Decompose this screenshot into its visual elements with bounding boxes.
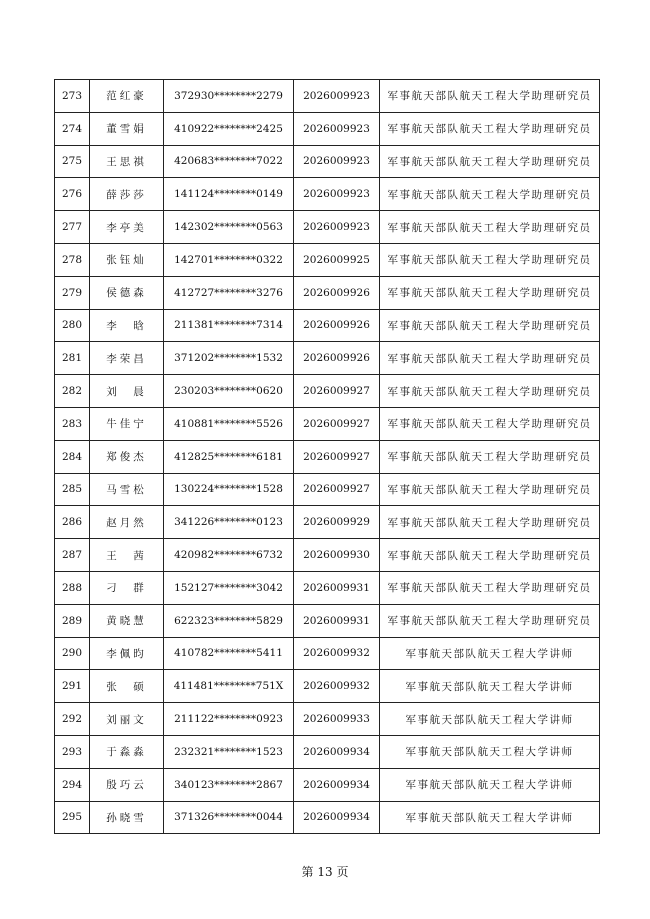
table-row xyxy=(55,473,600,506)
table-row xyxy=(55,440,600,473)
table-row xyxy=(55,211,600,244)
row-number-cell: 292 xyxy=(55,703,90,736)
position-cell: 军事航天部队航天工程大学助理研究员 xyxy=(380,145,600,178)
position-cell: 军事航天部队航天工程大学助理研究员 xyxy=(380,473,600,506)
row-number-cell: 285 xyxy=(55,473,90,506)
row-number-cell: 288 xyxy=(55,571,90,604)
position-cell: 军事航天部队航天工程大学助理研究员 xyxy=(380,539,600,572)
id-number-cell: 341226********0123 xyxy=(164,506,294,539)
table-row xyxy=(55,145,600,178)
id-number-cell: 410881********5526 xyxy=(164,407,294,440)
row-number-cell: 287 xyxy=(55,539,90,572)
position-cell: 军事航天部队航天工程大学讲师 xyxy=(380,637,600,670)
name-cell: 刘 晨 xyxy=(90,375,164,408)
id-number-cell: 420683********7022 xyxy=(164,145,294,178)
position-code-cell: 2026009934 xyxy=(294,735,380,768)
table-row xyxy=(55,243,600,276)
position-code-cell: 2026009923 xyxy=(294,178,380,211)
id-number-cell: 410782********5411 xyxy=(164,637,294,670)
position-code-cell: 2026009933 xyxy=(294,703,380,736)
id-number-cell: 340123********2867 xyxy=(164,768,294,801)
page-number: 第 13 页 xyxy=(301,865,349,879)
position-code-cell: 2026009923 xyxy=(294,112,380,145)
id-number-cell: 622323********5829 xyxy=(164,604,294,637)
name-cell: 李亭美 xyxy=(90,211,164,244)
position-code-cell: 2026009923 xyxy=(294,80,380,113)
table-row xyxy=(55,407,600,440)
position-code-cell: 2026009932 xyxy=(294,670,380,703)
name-cell: 张钰灿 xyxy=(90,243,164,276)
id-number-cell: 211381********7314 xyxy=(164,309,294,342)
position-cell: 军事航天部队航天工程大学助理研究员 xyxy=(380,80,600,113)
position-cell: 军事航天部队航天工程大学助理研究员 xyxy=(380,342,600,375)
position-code-cell: 2026009927 xyxy=(294,473,380,506)
row-number-cell: 281 xyxy=(55,342,90,375)
position-code-cell: 2026009923 xyxy=(294,211,380,244)
id-number-cell: 372930********2279 xyxy=(164,80,294,113)
table-row xyxy=(55,276,600,309)
name-cell: 赵月然 xyxy=(90,506,164,539)
position-cell: 军事航天部队航天工程大学助理研究员 xyxy=(380,178,600,211)
position-code-cell: 2026009926 xyxy=(294,276,380,309)
roster-body xyxy=(55,80,600,834)
name-cell: 侯德森 xyxy=(90,276,164,309)
table-row xyxy=(55,637,600,670)
row-number-cell: 277 xyxy=(55,211,90,244)
position-code-cell: 2026009923 xyxy=(294,145,380,178)
position-cell: 军事航天部队航天工程大学助理研究员 xyxy=(380,375,600,408)
row-number-cell: 280 xyxy=(55,309,90,342)
name-cell: 刁 群 xyxy=(90,571,164,604)
row-number-cell: 282 xyxy=(55,375,90,408)
position-cell: 军事航天部队航天工程大学助理研究员 xyxy=(380,506,600,539)
position-code-cell: 2026009925 xyxy=(294,243,380,276)
position-code-cell: 2026009927 xyxy=(294,440,380,473)
position-code-cell: 2026009927 xyxy=(294,407,380,440)
position-cell: 军事航天部队航天工程大学助理研究员 xyxy=(380,276,600,309)
table-row xyxy=(55,178,600,211)
position-cell: 军事航天部队航天工程大学讲师 xyxy=(380,768,600,801)
table-row xyxy=(55,571,600,604)
id-number-cell: 232321********1523 xyxy=(164,735,294,768)
id-number-cell: 371202********1532 xyxy=(164,342,294,375)
row-number-cell: 276 xyxy=(55,178,90,211)
id-number-cell: 411481********751X xyxy=(164,670,294,703)
name-cell: 殷巧云 xyxy=(90,768,164,801)
name-cell: 郑俊杰 xyxy=(90,440,164,473)
row-number-cell: 289 xyxy=(55,604,90,637)
position-cell: 军事航天部队航天工程大学讲师 xyxy=(380,801,600,834)
position-code-cell: 2026009927 xyxy=(294,375,380,408)
name-cell: 牛佳宁 xyxy=(90,407,164,440)
position-cell: 军事航天部队航天工程大学助理研究员 xyxy=(380,211,600,244)
id-number-cell: 420982********6732 xyxy=(164,539,294,572)
name-cell: 孙晓雪 xyxy=(90,801,164,834)
id-number-cell: 412727********3276 xyxy=(164,276,294,309)
position-code-cell: 2026009930 xyxy=(294,539,380,572)
position-code-cell: 2026009931 xyxy=(294,571,380,604)
name-cell: 王 茜 xyxy=(90,539,164,572)
position-cell: 军事航天部队航天工程大学讲师 xyxy=(380,670,600,703)
position-cell: 军事航天部队航天工程大学助理研究员 xyxy=(380,309,600,342)
id-number-cell: 142701********0322 xyxy=(164,243,294,276)
row-number-cell: 278 xyxy=(55,243,90,276)
table-row xyxy=(55,604,600,637)
table-row xyxy=(55,735,600,768)
position-cell: 军事航天部队航天工程大学助理研究员 xyxy=(380,571,600,604)
table-row xyxy=(55,703,600,736)
position-cell: 军事航天部队航天工程大学助理研究员 xyxy=(380,112,600,145)
id-number-cell: 211122********0923 xyxy=(164,703,294,736)
id-number-cell: 152127********3042 xyxy=(164,571,294,604)
name-cell: 薛莎莎 xyxy=(90,178,164,211)
name-cell: 李荣昌 xyxy=(90,342,164,375)
id-number-cell: 141124********0149 xyxy=(164,178,294,211)
position-code-cell: 2026009934 xyxy=(294,801,380,834)
row-number-cell: 286 xyxy=(55,506,90,539)
position-code-cell: 2026009931 xyxy=(294,604,380,637)
position-code-cell: 2026009929 xyxy=(294,506,380,539)
position-code-cell: 2026009926 xyxy=(294,309,380,342)
position-cell: 军事航天部队航天工程大学讲师 xyxy=(380,703,600,736)
name-cell: 黄晓慧 xyxy=(90,604,164,637)
table-row xyxy=(55,112,600,145)
row-number-cell: 295 xyxy=(55,801,90,834)
row-number-cell: 275 xyxy=(55,145,90,178)
row-number-cell: 274 xyxy=(55,112,90,145)
name-cell: 范红豪 xyxy=(90,80,164,113)
name-cell: 董雪娟 xyxy=(90,112,164,145)
table-row xyxy=(55,342,600,375)
position-cell: 军事航天部队航天工程大学助理研究员 xyxy=(380,243,600,276)
row-number-cell: 290 xyxy=(55,637,90,670)
roster-table xyxy=(54,79,600,834)
table-row xyxy=(55,801,600,834)
name-cell: 于淼淼 xyxy=(90,735,164,768)
id-number-cell: 412825********6181 xyxy=(164,440,294,473)
table-row xyxy=(55,375,600,408)
table-row xyxy=(55,670,600,703)
row-number-cell: 284 xyxy=(55,440,90,473)
position-cell: 军事航天部队航天工程大学助理研究员 xyxy=(380,440,600,473)
row-number-cell: 293 xyxy=(55,735,90,768)
id-number-cell: 142302********0563 xyxy=(164,211,294,244)
id-number-cell: 130224********1528 xyxy=(164,473,294,506)
name-cell: 张 硕 xyxy=(90,670,164,703)
row-number-cell: 291 xyxy=(55,670,90,703)
name-cell: 马雪松 xyxy=(90,473,164,506)
row-number-cell: 279 xyxy=(55,276,90,309)
name-cell: 王思祺 xyxy=(90,145,164,178)
table-row xyxy=(55,309,600,342)
name-cell: 李佩昀 xyxy=(90,637,164,670)
name-cell: 刘丽文 xyxy=(90,703,164,736)
table-row xyxy=(55,768,600,801)
row-number-cell: 283 xyxy=(55,407,90,440)
position-code-cell: 2026009932 xyxy=(294,637,380,670)
position-cell: 军事航天部队航天工程大学助理研究员 xyxy=(380,407,600,440)
position-code-cell: 2026009934 xyxy=(294,768,380,801)
row-number-cell: 294 xyxy=(55,768,90,801)
table-row xyxy=(55,80,600,113)
position-cell: 军事航天部队航天工程大学讲师 xyxy=(380,735,600,768)
id-number-cell: 371326********0044 xyxy=(164,801,294,834)
table-row xyxy=(55,539,600,572)
id-number-cell: 410922********2425 xyxy=(164,112,294,145)
position-code-cell: 2026009926 xyxy=(294,342,380,375)
id-number-cell: 230203********0620 xyxy=(164,375,294,408)
row-number-cell: 273 xyxy=(55,80,90,113)
name-cell: 李 晗 xyxy=(90,309,164,342)
position-cell: 军事航天部队航天工程大学助理研究员 xyxy=(380,604,600,637)
table-row xyxy=(55,506,600,539)
